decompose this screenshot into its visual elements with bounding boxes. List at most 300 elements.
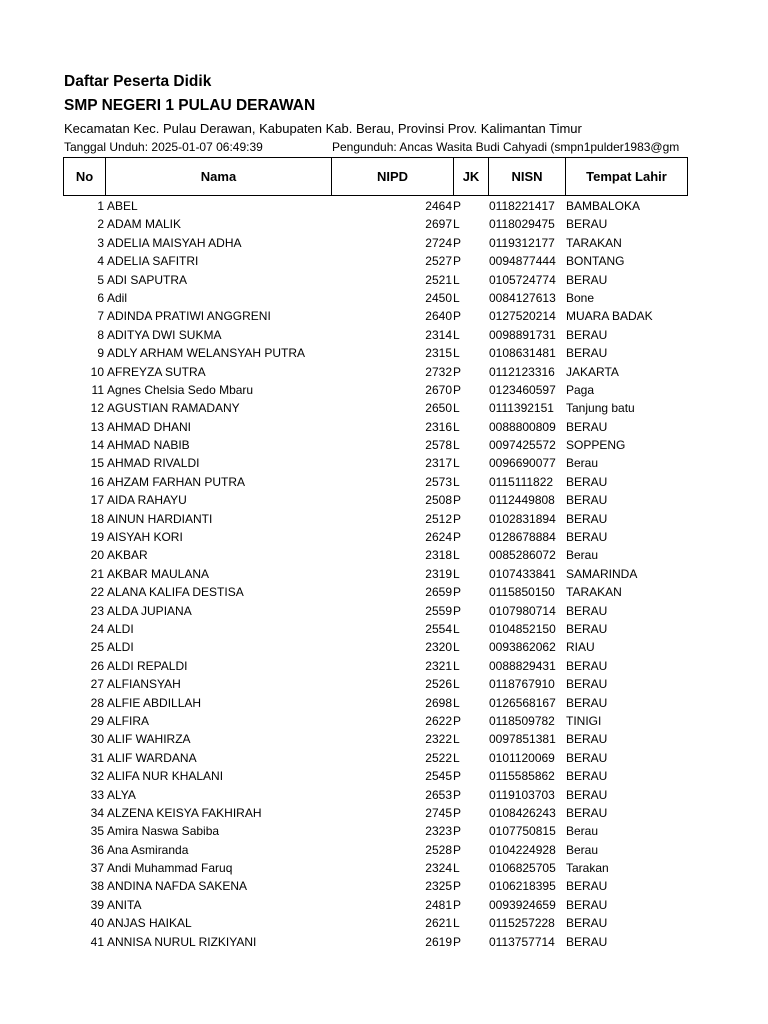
table-row — [0, 822, 768, 840]
cell-jk: P — [453, 713, 462, 728]
cell-jk: P — [453, 879, 462, 894]
cell-nipd: 2316 — [425, 419, 452, 434]
table-header — [63, 157, 688, 196]
cell-no: 30 — [90, 732, 104, 747]
cell-no: 16 — [90, 474, 104, 489]
cell-tempat-lahir: BERAU — [566, 658, 608, 673]
cell-nisn: 0107980714 — [489, 603, 556, 618]
cell-nipd: 2621 — [425, 916, 452, 931]
cell-tempat-lahir: BERAU — [566, 732, 608, 747]
cell-tempat-lahir: MUARA BADAK — [566, 309, 653, 324]
cell-tempat-lahir: TINIGI — [566, 713, 602, 728]
cell-nama: AHMAD RIVALDI — [107, 456, 200, 471]
cell-tempat-lahir: Tarakan — [566, 861, 609, 876]
cell-jk: P — [453, 309, 462, 324]
cell-nama: AIDA RAHAYU — [107, 493, 187, 508]
cell-nisn: 0107433841 — [489, 566, 556, 581]
downloader-info: Pengunduh: Ancas Wasita Budi Cahyadi (smpn1pulder1983@gm — [332, 140, 680, 154]
cell-nisn: 0088829431 — [489, 658, 556, 673]
cell-tempat-lahir: BERAU — [566, 934, 608, 949]
cell-nisn: 0106825705 — [489, 861, 556, 876]
cell-nipd: 2324 — [425, 861, 452, 876]
cell-tempat-lahir: BERAU — [566, 787, 608, 802]
table-row — [0, 271, 768, 289]
cell-no: 20 — [90, 548, 104, 563]
cell-nipd: 2527 — [425, 254, 452, 269]
cell-tempat-lahir: BERAU — [566, 677, 608, 692]
table-row — [0, 859, 768, 877]
cell-tempat-lahir: BERAU — [566, 217, 608, 232]
table-row — [0, 454, 768, 472]
cell-no: 13 — [90, 419, 104, 434]
cell-tempat-lahir: BERAU — [566, 530, 608, 545]
cell-tempat-lahir: TARAKAN — [566, 585, 622, 600]
cell-nipd: 2318 — [425, 548, 452, 563]
cell-nisn: 0085286072 — [489, 548, 556, 563]
cell-jk: L — [453, 346, 460, 361]
table-row — [0, 657, 768, 675]
table-row — [0, 289, 768, 307]
cell-nipd: 2315 — [425, 346, 452, 361]
cell-nipd: 2670 — [425, 382, 452, 397]
table-row — [0, 602, 768, 620]
table-row — [0, 620, 768, 638]
cell-nisn: 0102831894 — [489, 511, 556, 526]
cell-tempat-lahir: SOPPENG — [566, 438, 626, 453]
cell-nipd: 2314 — [425, 327, 452, 342]
cell-nama: ALIF WAHIRZA — [107, 732, 191, 747]
cell-nipd: 2508 — [425, 493, 452, 508]
cell-nama: AINUN HARDIANTI — [107, 511, 213, 526]
cell-nama: ADI SAPUTRA — [107, 272, 188, 287]
cell-no: 32 — [90, 769, 104, 784]
table-row — [0, 804, 768, 822]
table-row — [0, 786, 768, 804]
cell-nipd: 2322 — [425, 732, 452, 747]
cell-jk: P — [453, 382, 462, 397]
cell-tempat-lahir: BERAU — [566, 769, 608, 784]
table-row — [0, 749, 768, 767]
column-header-no: No — [64, 158, 106, 196]
cell-tempat-lahir: BERAU — [566, 272, 608, 287]
cell-jk: P — [453, 787, 462, 802]
cell-nisn: 0108426243 — [489, 805, 556, 820]
cell-jk: P — [453, 199, 462, 213]
cell-no: 1 — [97, 199, 104, 213]
cell-nipd: 2659 — [425, 585, 452, 600]
cell-jk: P — [453, 842, 462, 857]
cell-nisn: 0106218395 — [489, 879, 556, 894]
cell-jk: L — [453, 658, 460, 673]
cell-no: 3 — [97, 235, 104, 250]
cell-no: 23 — [90, 603, 104, 618]
cell-nipd: 2559 — [425, 603, 452, 618]
cell-no: 5 — [97, 272, 104, 287]
cell-nipd: 2528 — [425, 842, 452, 857]
cell-nisn: 0119312177 — [489, 235, 555, 250]
cell-no: 10 — [90, 364, 104, 379]
column-header-nipd: NIPD — [332, 158, 454, 196]
cell-no: 26 — [90, 658, 104, 673]
cell-tempat-lahir: Berau — [566, 548, 599, 563]
cell-nama: ALDI — [107, 621, 134, 636]
table-row — [0, 418, 768, 436]
cell-no: 34 — [90, 805, 104, 820]
cell-tempat-lahir: BAMBALOKA — [566, 199, 641, 213]
cell-nipd: 2321 — [425, 658, 452, 673]
table-row — [0, 399, 768, 417]
cell-tempat-lahir: BERAU — [566, 346, 608, 361]
cell-tempat-lahir: BERAU — [566, 805, 608, 820]
cell-nama: ALFIE ABDILLAH — [107, 695, 202, 710]
cell-nisn: 0118509782 — [489, 713, 555, 728]
cell-jk: L — [453, 621, 460, 636]
table-row — [0, 638, 768, 656]
cell-tempat-lahir: JAKARTA — [566, 364, 619, 379]
table-row — [0, 730, 768, 748]
cell-nisn: 0111392151 — [489, 401, 554, 416]
cell-jk: P — [453, 254, 462, 269]
cell-tempat-lahir: BERAU — [566, 603, 608, 618]
cell-tempat-lahir: BERAU — [566, 916, 608, 931]
cell-tempat-lahir: BONTANG — [566, 254, 625, 269]
table-row — [0, 694, 768, 712]
cell-nisn: 0112123316 — [489, 364, 555, 379]
cell-nisn: 0108631481 — [489, 346, 556, 361]
table-row — [0, 914, 768, 932]
table-row — [0, 675, 768, 693]
cell-no: 25 — [90, 640, 104, 655]
cell-nama: ALDI — [107, 640, 134, 655]
table-row — [0, 933, 768, 951]
cell-nama: Ana Asmiranda — [107, 842, 189, 857]
table-row — [0, 344, 768, 362]
cell-nisn: 0123460597 — [489, 382, 556, 397]
cell-nipd: 2622 — [425, 713, 452, 728]
region-line: Kecamatan Kec. Pulau Derawan, Kabupaten Kab. Berau, Provinsi Prov. Kalimantan Timur — [64, 121, 582, 136]
cell-tempat-lahir: SAMARINDA — [566, 566, 638, 581]
cell-jk: P — [453, 769, 462, 784]
cell-no: 27 — [90, 677, 104, 692]
cell-nipd: 2640 — [425, 309, 452, 324]
cell-no: 24 — [90, 621, 104, 636]
cell-tempat-lahir: BERAU — [566, 419, 608, 434]
table-row — [0, 363, 768, 381]
cell-jk: L — [453, 419, 460, 434]
cell-tempat-lahir: BERAU — [566, 897, 608, 912]
cell-nama: AHZAM FARHAN PUTRA — [107, 474, 246, 489]
cell-no: 2 — [97, 217, 104, 232]
cell-tempat-lahir: Paga — [566, 382, 595, 397]
cell-no: 40 — [90, 916, 104, 931]
cell-tempat-lahir: BERAU — [566, 879, 608, 894]
cell-nisn: 0115257228 — [489, 916, 555, 931]
table-row — [0, 712, 768, 730]
cell-nipd: 2522 — [425, 750, 452, 765]
cell-no: 22 — [90, 585, 104, 600]
cell-nama: ADELIA MAISYAH ADHA — [107, 235, 242, 250]
cell-nipd: 2619 — [425, 934, 452, 949]
cell-nipd: 2319 — [425, 566, 452, 581]
cell-no: 39 — [90, 897, 104, 912]
cell-nama: ALIFA NUR KHALANI — [107, 769, 224, 784]
cell-jk: P — [453, 805, 462, 820]
cell-nama: ADELIA SAFITRI — [107, 254, 199, 269]
cell-nama: ABEL — [107, 199, 138, 213]
cell-nama: ADLY ARHAM WELANSYAH PUTRA — [107, 346, 306, 361]
cell-jk: P — [453, 897, 462, 912]
cell-nama: ANJAS HAIKAL — [107, 916, 192, 931]
cell-nipd: 2578 — [425, 438, 452, 453]
cell-tempat-lahir: BERAU — [566, 493, 608, 508]
cell-nama: ALANA KALIFA DESTISA — [107, 585, 244, 600]
table-row — [0, 326, 768, 344]
cell-no: 18 — [90, 511, 104, 526]
table-row — [0, 436, 768, 454]
cell-nisn: 0084127613 — [489, 290, 556, 305]
cell-no: 9 — [97, 346, 104, 361]
cell-nipd: 2545 — [425, 769, 452, 784]
cell-jk: L — [453, 695, 460, 710]
cell-nama: ADAM MALIK — [107, 217, 182, 232]
cell-nisn: 0105724774 — [489, 272, 556, 287]
cell-nama: Agnes Chelsia Sedo Mbaru — [107, 382, 254, 397]
cell-nisn: 0118221417 — [489, 199, 555, 213]
cell-nisn: 0104224928 — [489, 842, 556, 857]
cell-no: 31 — [90, 750, 104, 765]
table-row — [0, 565, 768, 583]
header-row — [64, 158, 688, 196]
cell-no: 38 — [90, 879, 104, 894]
cell-nipd: 2624 — [425, 530, 452, 545]
table-row — [0, 877, 768, 895]
cell-nama: ALZENA KEISYA FAKHIRAH — [107, 805, 262, 820]
cell-no: 28 — [90, 695, 104, 710]
cell-nisn: 0093924659 — [489, 897, 556, 912]
cell-nipd: 2732 — [425, 364, 452, 379]
cell-no: 37 — [90, 861, 104, 876]
cell-nipd: 2521 — [425, 272, 452, 287]
cell-nisn: 0093862062 — [489, 640, 556, 655]
cell-nisn: 0097851381 — [489, 732, 556, 747]
cell-tempat-lahir: Berau — [566, 456, 599, 471]
cell-nisn: 0119103703 — [489, 787, 555, 802]
cell-nisn: 0127520214 — [489, 309, 556, 324]
table-row — [0, 896, 768, 914]
cell-nisn: 0094877444 — [489, 254, 556, 269]
cell-nisn: 0104852150 — [489, 621, 556, 636]
cell-nipd: 2573 — [425, 474, 452, 489]
cell-jk: P — [453, 585, 462, 600]
cell-nipd: 2481 — [425, 897, 452, 912]
cell-tempat-lahir: BERAU — [566, 511, 608, 526]
table-row — [0, 841, 768, 859]
cell-nama: AKBAR — [107, 548, 148, 563]
cell-jk: P — [453, 530, 462, 545]
table-row — [0, 546, 768, 564]
cell-nama: ADINDA PRATIWI ANGGRENI — [107, 309, 271, 324]
cell-jk: P — [453, 603, 462, 618]
cell-nama: ALDI REPALDI — [107, 658, 188, 673]
cell-jk: L — [453, 327, 460, 342]
cell-jk: L — [453, 217, 460, 232]
cell-jk: L — [453, 750, 460, 765]
cell-jk: L — [453, 566, 460, 581]
table-row — [0, 510, 768, 528]
cell-nipd: 2325 — [425, 879, 452, 894]
cell-jk: L — [453, 290, 460, 305]
cell-nama: ANNISA NURUL RIZKIYANI — [107, 934, 257, 949]
cell-nisn: 0115850150 — [489, 585, 555, 600]
cell-no: 29 — [90, 713, 104, 728]
cell-nama: Amira Naswa Sabiba — [107, 824, 220, 839]
cell-jk: L — [453, 732, 460, 747]
cell-tempat-lahir: BERAU — [566, 327, 608, 342]
table-row — [0, 252, 768, 270]
cell-nama: AISYAH KORI — [107, 530, 183, 545]
cell-nama: ANDINA NAFDA SAKENA — [107, 879, 248, 894]
cell-no: 12 — [90, 401, 104, 416]
cell-no: 33 — [90, 787, 104, 802]
cell-nipd: 2554 — [425, 621, 452, 636]
cell-no: 6 — [97, 290, 104, 305]
cell-tempat-lahir: TARAKAN — [566, 235, 622, 250]
cell-nama: ALFIRA — [107, 713, 150, 728]
cell-nama: Andi Muhammad Faruq — [107, 861, 233, 876]
cell-nisn: 0128678884 — [489, 530, 556, 545]
cell-nipd: 2698 — [425, 695, 452, 710]
cell-nipd: 2512 — [425, 511, 452, 526]
table-row — [0, 473, 768, 491]
cell-nama: AKBAR MAULANA — [107, 566, 210, 581]
cell-jk: P — [453, 235, 462, 250]
cell-nipd: 2745 — [425, 805, 452, 820]
cell-nipd: 2650 — [425, 401, 452, 416]
table-row — [0, 381, 768, 399]
cell-jk: P — [453, 824, 462, 839]
column-header-nama: Nama — [106, 158, 332, 196]
cell-nisn: 0115585862 — [489, 769, 555, 784]
column-header-nisn: NISN — [489, 158, 566, 196]
cell-nipd: 2724 — [425, 235, 452, 250]
cell-nipd: 2450 — [425, 290, 452, 305]
cell-tempat-lahir: Berau — [566, 824, 599, 839]
cell-nama: AFREYZA SUTRA — [107, 364, 206, 379]
cell-nipd: 2653 — [425, 787, 452, 802]
cell-no: 11 — [91, 382, 104, 397]
cell-jk: L — [453, 548, 460, 563]
cell-tempat-lahir: BERAU — [566, 474, 608, 489]
cell-no: 14 — [90, 438, 104, 453]
cell-jk: P — [453, 493, 462, 508]
cell-jk: L — [453, 640, 460, 655]
table-row — [0, 234, 768, 252]
cell-no: 19 — [90, 530, 104, 545]
cell-jk: L — [453, 401, 460, 416]
column-header-jk: JK — [454, 158, 489, 196]
cell-nisn: 0118029475 — [489, 217, 555, 232]
cell-no: 8 — [97, 327, 104, 342]
cell-tempat-lahir: BERAU — [566, 621, 608, 636]
cell-nama: ALYA — [107, 787, 136, 802]
column-header-tempat-lahir: Tempat Lahir — [566, 158, 688, 196]
cell-tempat-lahir: Bone — [566, 290, 595, 305]
cell-nisn: 0118767910 — [489, 677, 555, 692]
cell-jk: P — [453, 511, 462, 526]
cell-nisn: 0096690077 — [489, 456, 556, 471]
cell-nama: ADITYA DWI SUKMA — [107, 327, 222, 342]
cell-nisn: 0113757714 — [489, 934, 555, 949]
cell-nama: AHMAD DHANI — [107, 419, 192, 434]
cell-jk: P — [453, 934, 462, 949]
table-row — [0, 767, 768, 785]
download-date: Tanggal Unduh: 2025-01-07 06:49:39 — [64, 140, 263, 154]
student-list — [0, 197, 768, 951]
cell-no: 17 — [90, 493, 104, 508]
cell-nama: AHMAD NABIB — [107, 438, 190, 453]
cell-nama: ALIF WARDANA — [107, 750, 197, 765]
cell-nisn: 0126568167 — [489, 695, 556, 710]
cell-jk: L — [453, 474, 460, 489]
table-row — [0, 491, 768, 509]
cell-nisn: 0107750815 — [489, 824, 556, 839]
cell-nisn: 0112449808 — [489, 493, 555, 508]
cell-tempat-lahir: Berau — [566, 842, 599, 857]
cell-tempat-lahir: BERAU — [566, 750, 608, 765]
table-row — [0, 215, 768, 233]
cell-no: 35 — [90, 824, 104, 839]
cell-nama: ALDA JUPIANA — [107, 603, 192, 618]
cell-nipd: 2697 — [425, 217, 452, 232]
cell-nipd: 2464 — [425, 199, 452, 213]
cell-jk: P — [453, 364, 462, 379]
cell-nipd: 2323 — [425, 824, 452, 839]
cell-tempat-lahir: Tanjung batu — [566, 401, 635, 416]
cell-jk: L — [453, 456, 460, 471]
cell-nipd: 2320 — [425, 640, 452, 655]
cell-nama: ANITA — [107, 897, 142, 912]
cell-nisn: 0115111822 — [489, 474, 554, 489]
cell-jk: L — [453, 861, 460, 876]
cell-no: 4 — [97, 254, 104, 269]
school-name: SMP NEGERI 1 PULAU DERAWAN — [64, 97, 316, 114]
cell-no: 7 — [97, 309, 104, 324]
cell-jk: L — [453, 438, 460, 453]
cell-nisn: 0098891731 — [489, 327, 556, 342]
cell-nisn: 0101120069 — [489, 750, 555, 765]
cell-nipd: 2317 — [425, 456, 452, 471]
cell-nipd: 2526 — [425, 677, 452, 692]
cell-no: 41 — [90, 934, 104, 949]
cell-nama: AGUSTIAN RAMADANY — [107, 401, 240, 416]
cell-nisn: 0097425572 — [489, 438, 556, 453]
cell-no: 36 — [90, 842, 104, 857]
table-row — [0, 528, 768, 546]
document-title: Daftar Peserta Didik — [64, 73, 212, 90]
table-row — [0, 583, 768, 601]
cell-no: 15 — [90, 456, 104, 471]
table-row — [0, 197, 768, 215]
cell-tempat-lahir: RIAU — [566, 640, 595, 655]
cell-tempat-lahir: BERAU — [566, 695, 608, 710]
cell-nama: ALFIANSYAH — [107, 677, 181, 692]
table-row — [0, 307, 768, 325]
cell-nama: Adil — [107, 290, 128, 305]
cell-nisn: 0088800809 — [489, 419, 556, 434]
cell-jk: L — [453, 272, 460, 287]
cell-jk: L — [453, 916, 460, 931]
cell-no: 21 — [90, 566, 104, 581]
